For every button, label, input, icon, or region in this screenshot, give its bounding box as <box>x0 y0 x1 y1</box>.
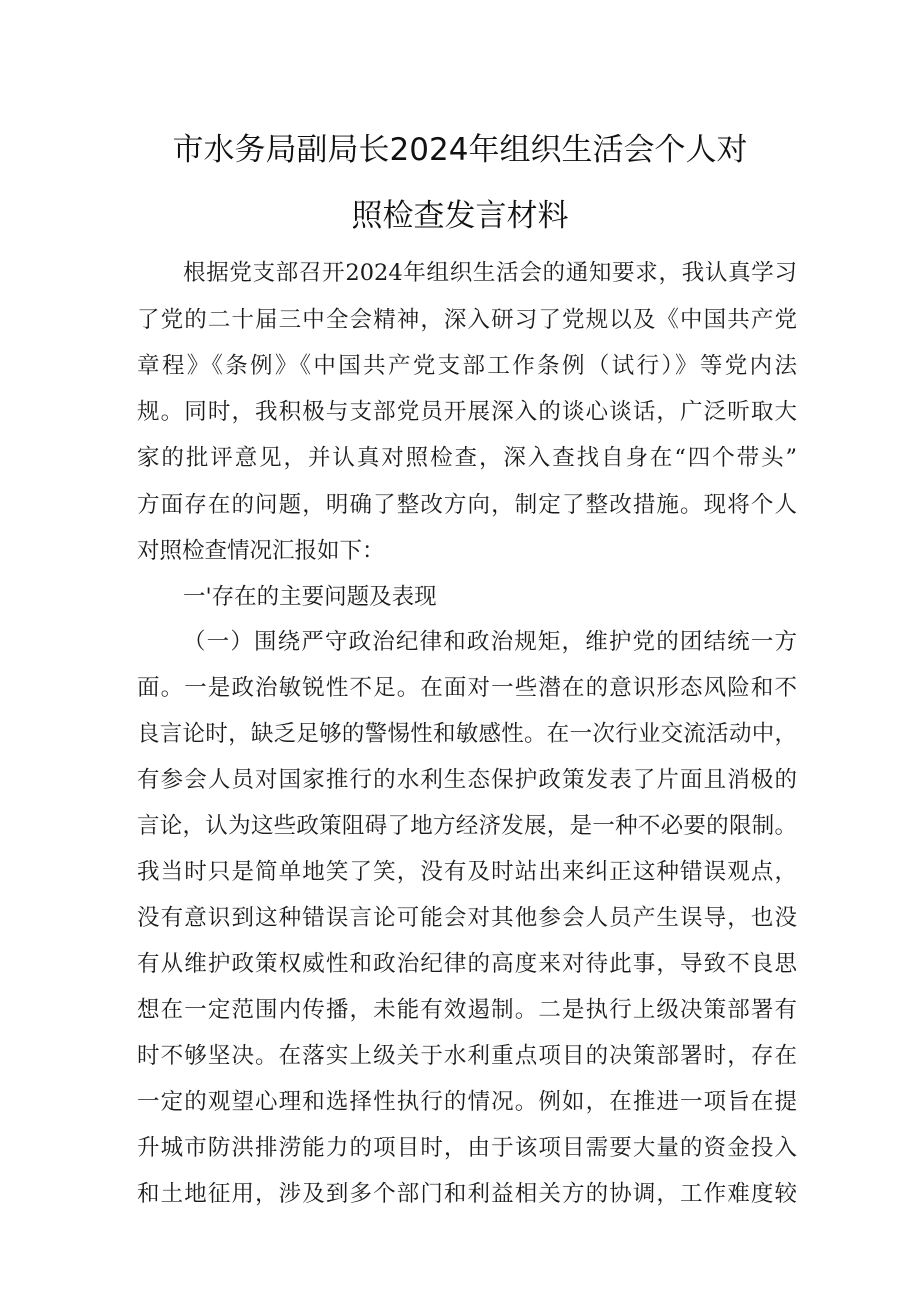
body-paragraph-line: 没有意识到这种错误言论可能会对其他参会人员产生误导，也没 <box>137 905 797 931</box>
body-paragraph-line: 有从维护政策权威性和政治纪律的高度来对待此事，导致不良思 <box>137 951 797 977</box>
intro-paragraph-line: 规。同时，我积极与支部党员开展深入的谈心谈话，广泛听取大 <box>137 399 797 425</box>
intro-paragraph-line: 家的批评意见，并认真对照检查，深入查找自身在“四个带头” <box>137 445 797 471</box>
intro-paragraph-line: 方面存在的问题，明确了整改方向，制定了整改措施。现将个人 <box>137 492 797 518</box>
body-paragraph-line: 一定的观望心理和选择性执行的情况。例如，在推进一项旨在提 <box>137 1089 797 1115</box>
body-paragraph-line: （一）围绕严守政治纪律和政治规矩，维护党的团结统一方 <box>183 629 797 655</box>
intro-paragraph-line: 章程》《条例》《中国共产党支部工作条例（试行）》等党内法 <box>137 353 797 379</box>
body-paragraph-line: 面。一是政治敏锐性不足。在面对一些潜在的意识形态风险和不 <box>137 675 797 701</box>
section-heading: 一'存在的主要问题及表现 <box>183 584 437 610</box>
document-title-line-1: 市水务局副局长2024年组织生活会个人对 <box>172 132 748 168</box>
intro-paragraph-line: 对照检查情况汇报如下： <box>137 538 385 564</box>
body-paragraph-line: 有参会人员对国家推行的水利生态保护政策发表了片面且消极的 <box>137 767 797 793</box>
body-paragraph-line: 良言论时，缺乏足够的警惕性和敏感性。在一次行业交流活动中， <box>137 721 797 747</box>
body-paragraph-line: 时不够坚决。在落实上级关于水利重点项目的决策部署时，存在 <box>137 1043 797 1069</box>
document-title-line-2: 照检查发言材料 <box>351 198 569 234</box>
body-paragraph-line: 言论，认为这些政策阻碍了地方经济发展，是一种不必要的限制。 <box>137 813 797 839</box>
body-paragraph-line: 我当时只是简单地笑了笑，没有及时站出来纠正这种错误观点， <box>137 859 797 885</box>
intro-paragraph-line: 根据党支部召开2024年组织生活会的通知要求，我认真学习 <box>183 260 797 286</box>
body-paragraph-line: 升城市防洪排涝能力的项目时，由于该项目需要大量的资金投入 <box>137 1135 797 1161</box>
intro-paragraph-line: 了党的二十届三中全会精神，深入研习了党规以及《中国共产党 <box>137 307 797 333</box>
body-paragraph-line: 和土地征用，涉及到多个部门和利益相关方的协调，工作难度较 <box>137 1181 797 1207</box>
body-paragraph-line: 想在一定范围内传播，未能有效遏制。二是执行上级决策部署有 <box>137 997 797 1023</box>
